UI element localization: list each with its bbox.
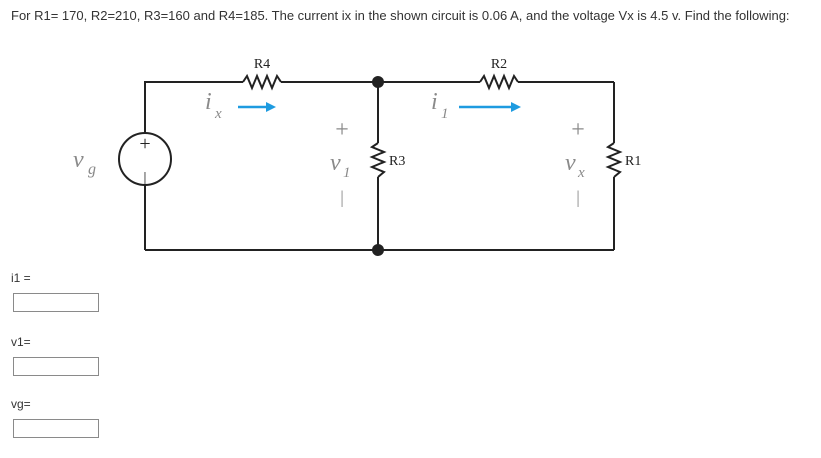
junction-dot-bottom [372, 244, 384, 256]
resistor-r3 [372, 143, 384, 177]
source-minus: | [143, 170, 147, 187]
label-r2: R2 [490, 57, 508, 72]
vx-plus: + [571, 117, 585, 143]
label-ix [205, 89, 222, 122]
svg-text:v: v [330, 150, 341, 176]
resistor-r2 [480, 76, 518, 88]
svg-text:i: i [205, 89, 212, 115]
svg-text:v: v [73, 147, 84, 173]
arrow-i1 [459, 102, 521, 112]
resistor-r4 [243, 76, 281, 88]
svg-text:1: 1 [343, 165, 351, 181]
v1-minus: | [340, 187, 344, 207]
label-r1: R1 [625, 154, 642, 169]
svg-text:x: x [578, 165, 585, 181]
answer-input-vg[interactable] [13, 419, 99, 438]
svg-text:i: i [431, 89, 438, 115]
source-plus: + [139, 133, 151, 155]
label-r4: R4 [253, 57, 271, 72]
svg-text:1: 1 [441, 106, 449, 122]
label-i1 [431, 89, 449, 122]
vx-minus: | [576, 187, 580, 207]
svg-text:g: g [88, 161, 96, 178]
arrow-ix [238, 102, 276, 112]
label-vg [73, 147, 96, 178]
answer-label-v1: v1= [11, 335, 31, 349]
label-vx [565, 150, 585, 181]
v1-plus: + [335, 117, 349, 143]
junction-dot-top [372, 76, 384, 88]
svg-text:x: x [215, 106, 222, 122]
answer-label-i1: i1 = [11, 271, 31, 285]
label-r3: R3 [389, 154, 406, 169]
label-v1 [330, 150, 351, 181]
answer-input-v1[interactable] [13, 357, 99, 376]
answer-input-i1[interactable] [13, 293, 99, 312]
answer-label-vg: vg= [11, 397, 31, 411]
question-text: For R1= 170, R2=210, R3=160 and R4=185. The current ix in the shown circuit is 0.06 A, and the voltage Vx is 4.5 v. Find the following: [11, 8, 790, 23]
svg-text:v: v [565, 150, 576, 176]
resistor-r1 [608, 143, 620, 177]
